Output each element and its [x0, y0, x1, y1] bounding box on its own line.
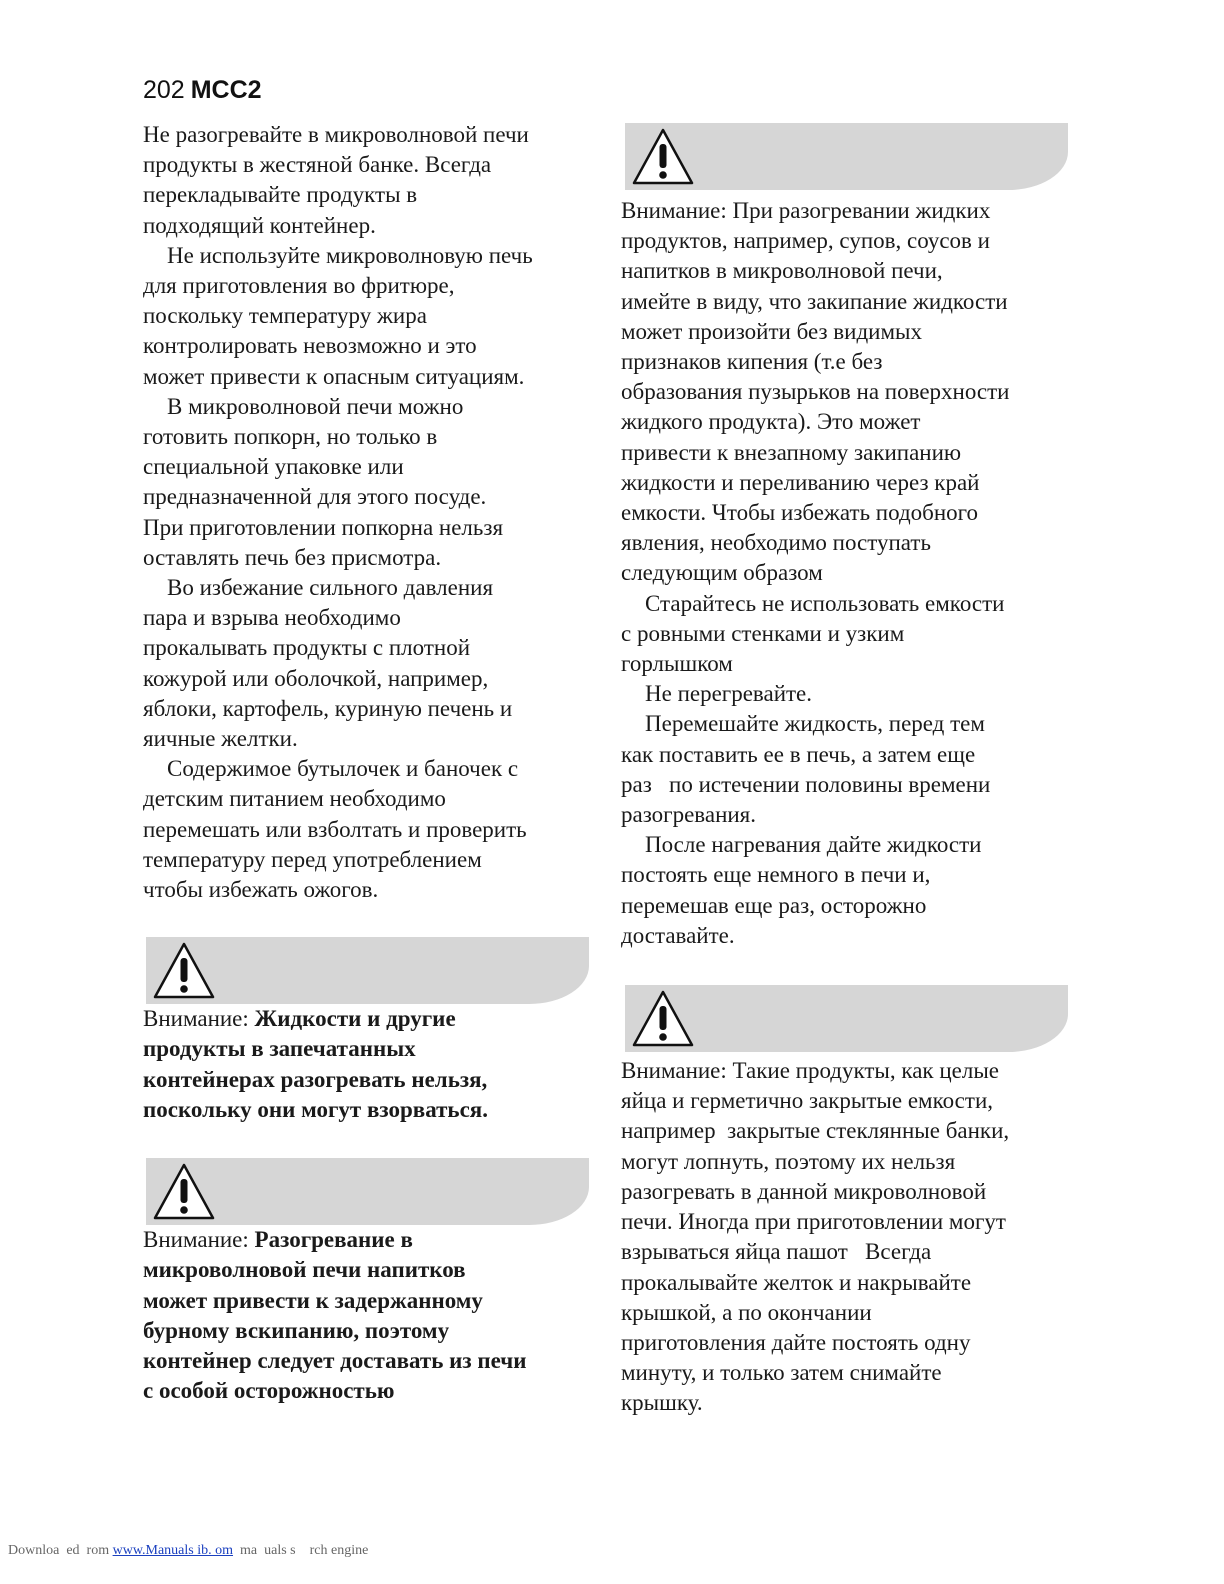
text-line: Старайтесь не использовать емкости	[645, 590, 1005, 616]
warning-triangle-icon	[152, 1162, 216, 1222]
page-header	[143, 74, 262, 106]
paragraph-pierce-skin	[143, 573, 603, 754]
warning-prefix: Внимание:	[143, 1006, 255, 1032]
text-line: Перемешайте жидкость, перед тем	[645, 711, 985, 737]
manualslib-link[interactable]: www.Manuals ib. om	[112, 1543, 234, 1558]
warning-text: контейнерах разогревать нельзя,	[143, 1066, 488, 1092]
text-line: взрываться яйца пашот Всегда	[621, 1239, 932, 1265]
text-line: признаков кипения (т.е без	[621, 349, 883, 375]
step-container-shape	[621, 589, 1081, 680]
warning-triangle-icon	[152, 941, 216, 1001]
text-line: печи. Иногда при приготовлении могут	[621, 1209, 1006, 1235]
text-line: для приготовления во фритюре,	[143, 273, 455, 299]
warning-banner	[625, 123, 1068, 190]
footer-text: ma uals s rch engine	[233, 1543, 369, 1558]
left-column	[143, 120, 603, 1406]
text-line: имейте в виду, что закипание жидкости	[621, 288, 1008, 314]
warning-eggs	[621, 1056, 1081, 1418]
text-line	[143, 1225, 603, 1255]
paragraph-popcorn	[143, 392, 603, 573]
text-line: могут лопнуть, поэтому их нельзя	[621, 1148, 956, 1174]
text-line: жидкости и переливанию через край	[621, 469, 980, 495]
page-number: 202	[143, 76, 185, 104]
text-line: приготовления дайте постоять одну	[621, 1329, 971, 1355]
warning-triangle-icon	[631, 127, 695, 187]
text-line: емкости. Чтобы избежать подобного	[621, 500, 979, 526]
warning-text: продукты в запечатанных	[143, 1036, 416, 1062]
text-line: детским питанием необходимо	[143, 786, 446, 812]
warning-text: контейнер следует доставать из печи	[143, 1347, 527, 1373]
text-line: раз по истечении половины времени	[621, 771, 991, 797]
warning-sealed-containers	[143, 1004, 603, 1125]
text-line: постоять еще немного в печи и,	[621, 862, 931, 888]
text-line: может привести к опасным ситуациям.	[143, 363, 525, 389]
text-line: Не используйте микроволновую печь	[167, 242, 533, 268]
text-line: продукты в жестяной банке. Всегда	[143, 152, 492, 178]
footer-text: Downloa ed rom	[8, 1543, 113, 1558]
step-let-stand	[621, 830, 1081, 951]
download-footer	[8, 1542, 368, 1560]
warning-text: бурному вскипанию, поэтому	[143, 1317, 450, 1343]
warning-prefix: Внимание:	[143, 1227, 255, 1253]
text-line: оставлять печь без присмотра.	[143, 544, 442, 570]
warning-heating-liquids	[621, 196, 1081, 589]
paragraph-baby-food	[143, 754, 603, 905]
text-line: предназначенной для этого посуде.	[143, 484, 487, 510]
text-line: с ровными стенками и узким	[621, 620, 905, 646]
text-line: поскольку температуру жира	[143, 303, 427, 329]
text-line: Не разогревайте в микроволновой печи	[143, 122, 529, 147]
warning-text: микроволновой печи напитков	[143, 1257, 466, 1283]
text-line: яйца и герметично закрытые емкости,	[621, 1088, 993, 1114]
text-line: яблоки, картофель, куриную печень и	[143, 695, 513, 721]
text-line: напитков в микроволновой печи,	[621, 258, 943, 284]
text-line: температуру перед употреблением	[143, 846, 482, 872]
text-line: крышкой, а по окончании	[621, 1299, 872, 1325]
text-line: чтобы избежать ожогов.	[143, 877, 379, 903]
text-line: перемешав еще раз, осторожно	[621, 892, 927, 918]
text-line: перекладывайте продукты в	[143, 182, 418, 208]
text-line: как поставить ее в печь, а затем еще	[621, 741, 976, 767]
text-line: контролировать невозможно и это	[143, 333, 477, 359]
text-line: При приготовлении попкорна нельзя	[143, 514, 504, 540]
text-line: продуктов, например, супов, соусов и	[621, 228, 990, 254]
text-line: следующим образом	[621, 560, 823, 586]
text-line: Во избежание сильного давления	[167, 575, 494, 601]
paragraph-deep-frying	[143, 241, 603, 392]
right-column	[621, 123, 1081, 1419]
warning-banner	[625, 985, 1068, 1052]
text-line: разогревать в данной микроволновой	[621, 1178, 987, 1204]
text-line: разогревания.	[621, 802, 757, 828]
text-line: Содержимое бутылочек и баночек с	[167, 756, 519, 782]
warning-delayed-boiling	[143, 1225, 603, 1406]
text-line: привести к внезапному закипанию	[621, 439, 962, 465]
text-line: яичные желтки.	[143, 726, 298, 752]
text-line: готовить попкорн, но только в	[143, 424, 438, 450]
step-stir	[621, 709, 1081, 830]
warning-text: с особой осторожностью	[143, 1378, 395, 1404]
text-line: подходящий контейнер.	[143, 212, 376, 238]
warning-text: поскольку они могут взорваться.	[143, 1096, 488, 1122]
text-line: специальной упаковке или	[143, 454, 404, 480]
text-line: В микроволновой печи можно	[167, 393, 464, 419]
text-line	[143, 1004, 603, 1034]
text-line: крышку.	[621, 1390, 703, 1416]
model-name: MCC2	[190, 76, 262, 104]
text-line: жидкого продукта). Это может	[621, 409, 921, 435]
warning-triangle-icon	[631, 989, 695, 1049]
warning-text: может привести к задержанному	[143, 1287, 483, 1313]
text-line: После нагревания дайте жидкости	[645, 832, 982, 858]
text-line: явления, необходимо поступать	[621, 530, 931, 556]
text-line: Не перегревайте.	[645, 681, 813, 707]
warning-text: Жидкости и другие	[254, 1006, 456, 1032]
text-line: минуту, и только затем снимайте	[621, 1360, 942, 1386]
text-line: пара и взрыва необходимо	[143, 605, 401, 631]
text-line: например закрытые стеклянные банки,	[621, 1118, 1010, 1144]
text-line: перемешать или взболтать и проверить	[143, 816, 527, 842]
text-line: горлышком	[621, 651, 733, 677]
step-no-overheat	[621, 679, 1081, 709]
text-line: может произойти без видимых	[621, 318, 922, 344]
text-line: доставайте.	[621, 922, 735, 948]
text-line: образования пузырьков на поверхности	[621, 379, 1010, 405]
text-line: Внимание: Такие продукты, как целые	[621, 1058, 999, 1084]
warning-banner	[146, 937, 589, 1004]
text-line: прокалывайте желток и накрывайте	[621, 1269, 972, 1295]
warning-banner	[146, 1158, 589, 1225]
paragraph-tin-can	[143, 120, 603, 241]
text-line: Внимание: При разогревании жидких	[621, 198, 991, 223]
warning-text: Разогревание в	[254, 1227, 413, 1253]
text-line: прокалывать продукты с плотной	[143, 635, 471, 661]
text-line: кожурой или оболочкой, например,	[143, 665, 489, 691]
